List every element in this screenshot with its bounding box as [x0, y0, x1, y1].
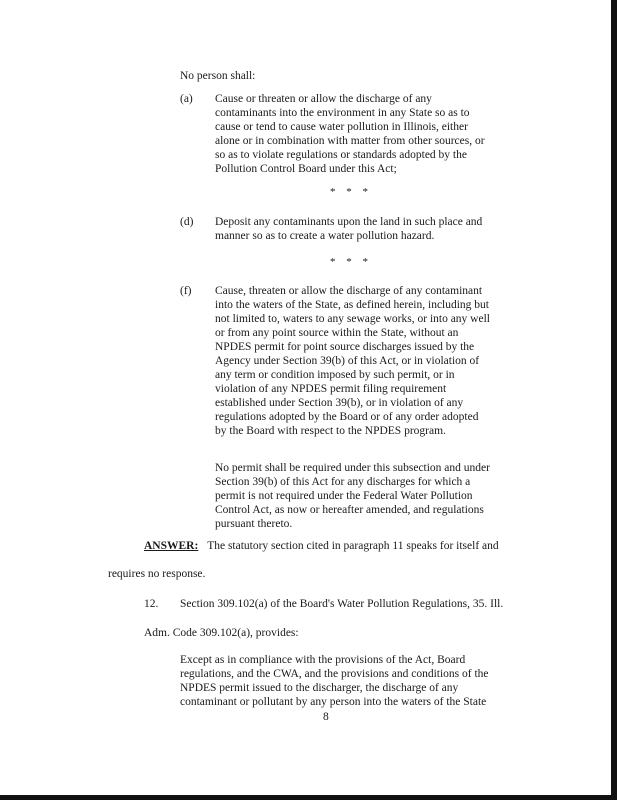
answer-paragraph [144, 540, 499, 554]
quote-line: NPDES permit issued to the discharger, the discharge of any [180, 682, 459, 694]
ellipsis-1: * * * [330, 186, 372, 198]
item-a-label: (a) [180, 93, 193, 105]
para-12-text-cont: Adm. Code 309.102(a), provides: [144, 627, 299, 639]
note-line: Control Act, as now or hereafter amended, and regulations [215, 504, 484, 516]
quote-line: regulations, and the CWA, and the provisions and conditions of the [180, 668, 489, 680]
quote-line: contaminant or pollutant by any person into the waters of the State [180, 696, 487, 708]
note-line: pursuant thereto. [215, 518, 293, 530]
scan-edge-right [611, 0, 617, 800]
intro-text: No person shall: [180, 70, 256, 82]
item-f-line: Cause, threaten or allow the discharge of any contaminant [215, 285, 483, 297]
item-d-line: manner so as to create a water pollution hazard. [215, 230, 435, 242]
item-f-line: violation of any NPDES permit filing requirement [215, 383, 447, 395]
item-f-line: not limited to, waters to any sewage works, or into any well [215, 313, 490, 325]
item-f-line: by the Board with respect to the NPDES program. [215, 425, 446, 437]
note-line: Section 39(b) of this Act for any discharges for which a [215, 476, 471, 488]
item-a-line: alone or in combination with matter from other sources, or [215, 135, 485, 147]
answer-text-cont: requires no response. [108, 568, 206, 580]
item-f-label: (f) [180, 285, 192, 297]
note-line: No permit shall be required under this subsection and under [215, 462, 490, 474]
item-f-line: established under Section 39(b), or in violation of any [215, 397, 464, 409]
item-a-line: contaminants into the environment in any State so as to [215, 107, 470, 119]
item-a-line: so as to violate regulations or standards adopted by the [215, 149, 467, 161]
item-f-line: or from any point source within the State, without an [215, 327, 459, 339]
page-number: 8 [323, 711, 329, 723]
item-f-line: NPDES permit for point source discharges issued by the [215, 341, 475, 353]
answer-text: The statutory section cited in paragraph 11 speaks for itself and [207, 540, 499, 552]
item-f-line: regulations adopted by the Board or of any order adopted [215, 411, 479, 423]
item-a-line: Cause or threaten or allow the discharge of any [215, 93, 432, 105]
answer-label: ANSWER: [144, 540, 199, 552]
item-f-line: any term or condition imposed by such permit, or in [215, 369, 455, 381]
item-a-line: cause or tend to cause water pollution in Illinois, either [215, 121, 468, 133]
scan-edge-bottom [0, 795, 617, 800]
note-line: permit is not required under the Federal Water Pollution [215, 490, 473, 502]
item-f-line: into the waters of the State, as defined herein, including but [215, 299, 490, 311]
ellipsis-2: * * * [330, 256, 372, 268]
para-12-text: Section 309.102(a) of the Board's Water Pollution Regulations, 35. Ill. [180, 598, 504, 610]
item-a-line: Pollution Control Board under this Act; [215, 163, 397, 175]
item-d-label: (d) [180, 216, 194, 228]
para-12-number: 12. [144, 598, 159, 610]
quote-line: Except as in compliance with the provisions of the Act, Board [180, 654, 466, 666]
item-f-line: Agency under Section 39(b) of this Act, or in violation of [215, 355, 480, 367]
item-d-line: Deposit any contaminants upon the land in such place and [215, 216, 483, 228]
